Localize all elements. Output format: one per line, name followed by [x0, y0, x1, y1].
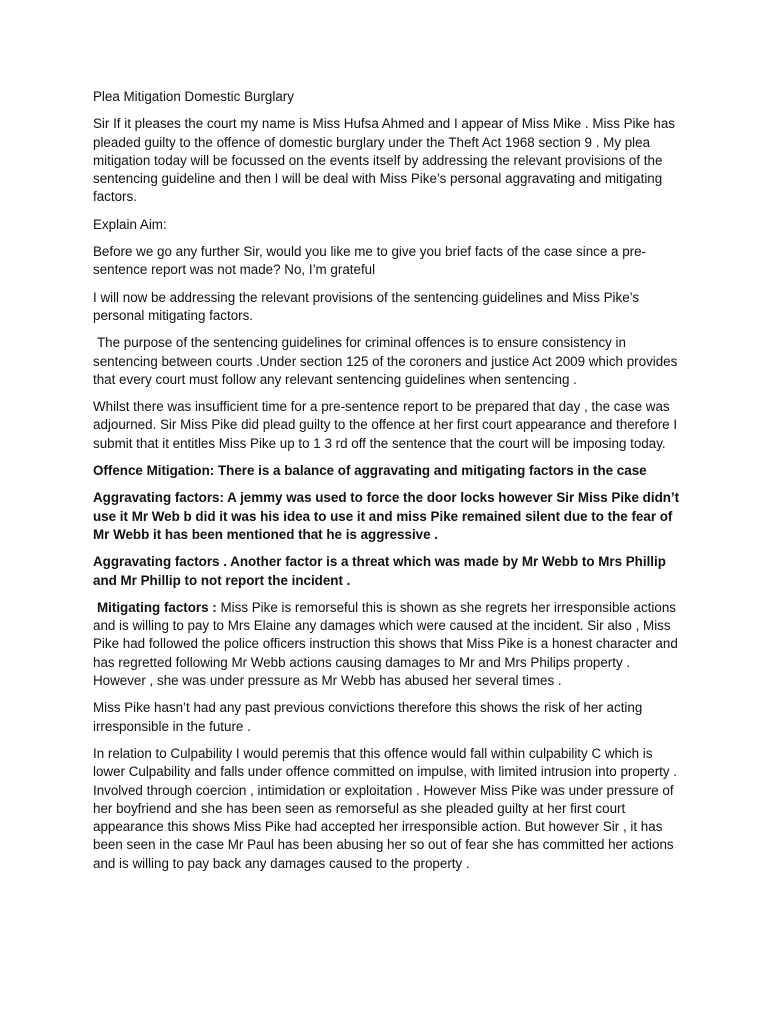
- paragraph-purpose-guidelines: The purpose of the sentencing guidelines for criminal offences is to ensure consistency in sentencing between courts .Under section 125 of the coroners and justice Act 2009 which provides that every court must follow any relevant sentencing guidelines when sentencing .: [93, 335, 678, 387]
- paragraph-explain-aim: Explain Aim:: [93, 216, 167, 232]
- mitigating-factors-text: Miss Pike is remorseful this is shown as she regrets her irresponsible actions and is willing to pay to Mrs Elaine any damages which were caused at the incident. Sir also , Miss Pike had followed the police officers instruction this shows that Miss Pike is a honest character and has regretted following Mr Webb actions causing damages to Mr and Mrs Philips property . However , she was under pressure as Mr Webb has abused her several times .: [93, 599, 678, 689]
- paragraph-pre-sentence-report: Whilst there was insufficient time for a pre-sentence report to be prepared that day , the case was adjourned. Sir Miss Pike did plead guilty to the offence at her first court appearance and therefore I submit that it entitles Miss Pike up to 1 3 rd off the sentence that the court will be imposing today.: [93, 399, 678, 451]
- paragraph-offence-mitigation: Offence Mitigation: There is a balance of aggravating and mitigating factors in the case: [93, 463, 647, 479]
- mitigating-factors-label: Mitigating factors :: [97, 599, 217, 615]
- paragraph-culpability: In relation to Culpability I would peremis that this offence would fall within culpability C which is lower Culpability and falls under offence committed on impulse, with limited intrusion into property . Involved through coercion , intimidation or exploitation . However Miss Pike was under pressure of her boyfriend and she has been seen as remorseful as she pleaded guilty at her first court appearance this shows Miss Pike had accepted her irresponsible action. But however Sir , it has been seen in the case Mr Paul has been abusing her so out of fear she has committed her actions and is willing to pay back any damages caused to the property .: [93, 745, 678, 871]
- paragraph-provisions: I will now be addressing the relevant provisions of the sentencing guidelines and Miss Pike’s personal mitigating factors.: [93, 289, 640, 323]
- paragraph-aggravating-factors-2: Aggravating factors . Another factor is a threat which was made by Mr Webb to Mrs Phillip and Mr Phillip to not report the incident .: [93, 554, 666, 588]
- paragraph-aggravating-factors-1: Aggravating factors: A jemmy was used to force the door locks however Sir Miss Pike didn’t use it Mr Web b did it was his idea to use it and miss Pike remained silent due to the fear of Mr Webb it has been mentioned that he is aggressive .: [93, 490, 680, 542]
- paragraph-mitigating-factors: [93, 599, 683, 690]
- document-title: Plea Mitigation Domestic Burglary: [93, 89, 294, 104]
- paragraph-brief-facts: Before we go any further Sir, would you like me to give you brief facts of the case since a pre- sentence report was not made? No, I’m grateful: [93, 244, 647, 278]
- paragraph-introduction: Sir If it pleases the court my name is Miss Hufsa Ahmed and I appear of Miss Mike . Miss Pike has pleaded guilty to the offence of domestic burglary under the Theft Act 1968 section 9 . My plea mitigation today will be focussed on the events itself by addressing the relevant provisions of the sentencing guideline and then I will be deal with Miss Pike’s personal aggravating and mitigating factors.: [93, 116, 675, 205]
- document-page: [93, 88, 683, 882]
- paragraph-previous-convictions: Miss Pike hasn’t had any past previous convictions therefore this shows the risk of her acting irresponsible in the future .: [93, 700, 643, 734]
